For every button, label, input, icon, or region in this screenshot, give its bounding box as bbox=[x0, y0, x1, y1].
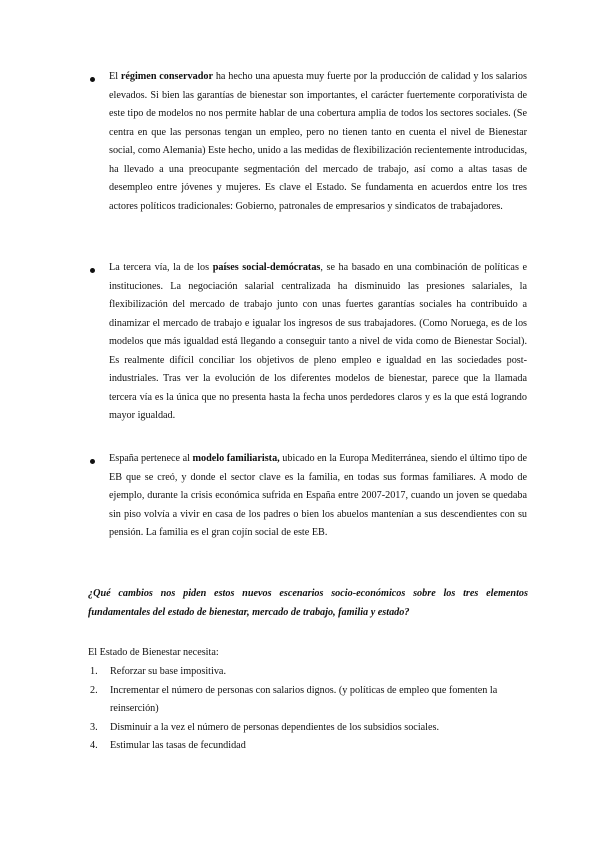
list-number: 3. bbox=[90, 721, 98, 733]
question-heading: ¿Qué cambios nos piden estos nuevos escenarios socio-económicos sobre los tres elementos fundamentales del estado de bienestar, mercado de trabajo, familia y estado? bbox=[88, 588, 528, 618]
paragraph-text: La tercera vía, la de los bbox=[109, 262, 213, 273]
intro-text: El Estado de Bienestar necesita: bbox=[88, 647, 219, 658]
bold-term: países social-demócratas bbox=[212, 262, 321, 273]
bold-term: régimen conservador bbox=[120, 71, 214, 82]
list-item bbox=[88, 737, 528, 756]
paragraph-conservative-regime bbox=[109, 68, 527, 216]
list-text: Reforzar su base impositiva. bbox=[110, 666, 226, 677]
paragraph-familiarist-model bbox=[109, 450, 527, 543]
list-item bbox=[88, 682, 528, 719]
list-text: Incrementar el número de personas con salarios dignos. (y políticas de empleo que fomenten la reinserción) bbox=[110, 684, 498, 714]
needs-list bbox=[88, 663, 528, 756]
list-number: 2. bbox=[90, 684, 98, 696]
paragraph-text: España pertenece al bbox=[109, 453, 193, 464]
paragraph-text: El bbox=[109, 71, 121, 82]
bold-term: modelo familiarista, bbox=[192, 453, 280, 464]
bullet-dot bbox=[90, 459, 95, 464]
bullet-dot bbox=[90, 268, 95, 273]
paragraph-text: ubicado en la Europa Mediterránea, siendo el último tipo de EB que se creó, y donde el sector clave es la familia, en todas sus formas familiares. A modo de ejemplo, durante la crisis económica sufrida en España entre 2007-2017, cuando un joven se quedaba sin piso volvía a vivir en casa de los padres o bien los abuelos mantenían a sus descendientes con su pensión. La familia es el gran cojín social de este EB. bbox=[109, 453, 527, 538]
list-text: Disminuir a la vez el número de personas dependientes de los subsidios sociales. bbox=[110, 721, 440, 733]
list-item bbox=[88, 663, 528, 682]
bullet-dot bbox=[90, 77, 95, 82]
list-number: 4. bbox=[90, 740, 98, 751]
paragraph-social-democratic bbox=[109, 259, 527, 426]
list-number: 1. bbox=[90, 666, 98, 677]
paragraph-text: ha hecho una apuesta muy fuerte por la producción de calidad y los salarios elevados. Si bien las garantías de bienestar son importantes, el carácter fuertemente corporativista de este tipo de modelos no nos permite hablar de una cobertura amplia de todos los sectores sociales. (Se centra en que las personas tengan un empleo, pero no tienen tanto en cuenta el nivel de Bienestar social, como Alemania) Este hecho, unido a las medidas de flexibilización recientemente introducidas, ha llevado a una preocupante segmentación del mercado de trabajo, así como a altas tasas de desempleo entre jóvenes y mujeres. Es clave el Estado. Se fundamenta en acuerdos entre los tres actores políticos tradicionales: Gobierno, patronales de empresarios y sindicatos de trabajadores. bbox=[109, 71, 527, 212]
paragraph-text: , se ha basado en una combinación de políticas e instituciones. La negociación salarial centralizada ha disminuido las presiones salariales, la flexibilización del mercado de trabajo junto con unas fuertes garantías sociales ha contribuido a dinamizar el mercado de trabajo e igualar los ingresos de sus trabajadores. (Como Noruega, es de los modelos que más igualdad está llegando a conseguir tanto a nivel de vida como de Bienestar Social). Es realmente difícil conciliar los objetivos de pleno empleo e igualdad en las sociedades post-industriales. Tras ver la evolución de los diferentes modelos de bienestar, parece que la llamada tercera vía es la única que no presenta hasta la fecha unos perdedores claros y es la que está logrando mayor igualdad. bbox=[109, 262, 528, 421]
list-item bbox=[88, 719, 528, 738]
list-text: Estimular las tasas de fecundidad bbox=[110, 740, 246, 751]
